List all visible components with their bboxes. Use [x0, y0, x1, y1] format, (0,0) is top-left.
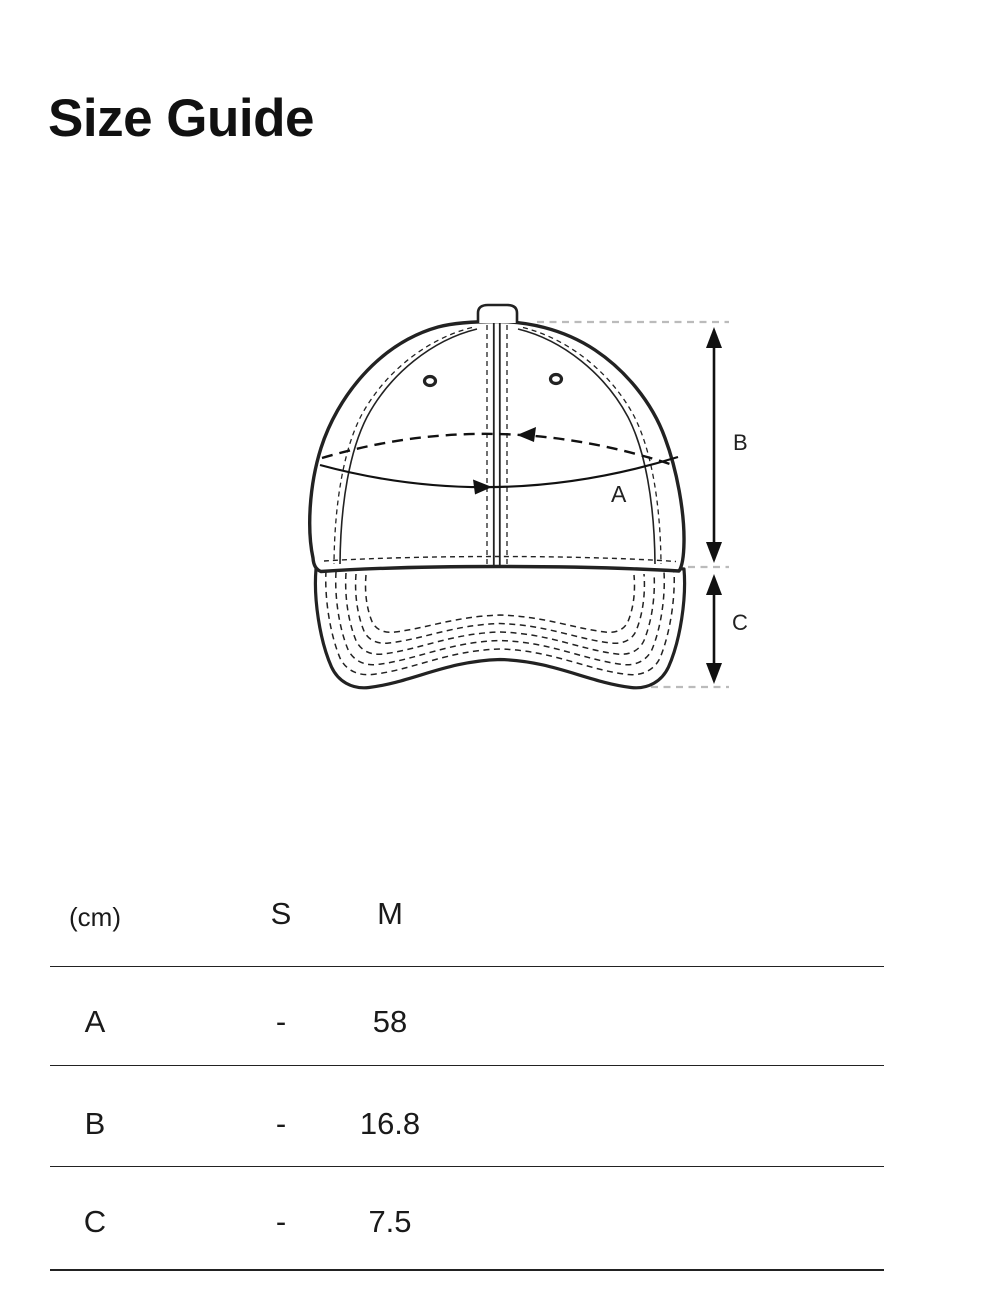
table-header-row — [50, 896, 884, 936]
table-rule — [50, 1065, 884, 1066]
cap-brim — [315, 564, 684, 688]
cell-measure: B — [84, 1106, 106, 1141]
height-arrow-b — [706, 327, 722, 563]
table-row — [50, 1106, 884, 1146]
cell-m: 7.5 — [368, 1204, 412, 1239]
table-rule — [50, 1166, 884, 1167]
col-header-s: S — [270, 896, 292, 931]
cell-measure: A — [84, 1004, 106, 1039]
cap-diagram — [280, 290, 770, 710]
unit-header: (cm) — [69, 902, 121, 932]
label-brim-c: C — [732, 610, 748, 635]
page-title: Size Guide — [48, 89, 314, 148]
cell-m: 16.8 — [359, 1106, 421, 1141]
cell-s: - — [275, 1004, 287, 1039]
cell-measure: C — [83, 1204, 107, 1239]
size-table — [50, 890, 884, 1274]
cell-m: 58 — [372, 1004, 408, 1039]
cell-s: - — [275, 1106, 287, 1141]
label-circumference-a: A — [611, 481, 627, 507]
table-row — [50, 1004, 884, 1044]
col-header-m: M — [377, 896, 403, 931]
depth-arrow-c — [706, 574, 722, 684]
table-bottom-rule — [50, 1269, 884, 1271]
table-row — [50, 1204, 884, 1244]
label-height-b: B — [733, 430, 748, 455]
cell-s: - — [275, 1204, 287, 1239]
cap-illustration — [280, 290, 770, 710]
table-rule — [50, 966, 884, 967]
cap-button — [478, 305, 517, 323]
cap-crown — [310, 305, 684, 572]
